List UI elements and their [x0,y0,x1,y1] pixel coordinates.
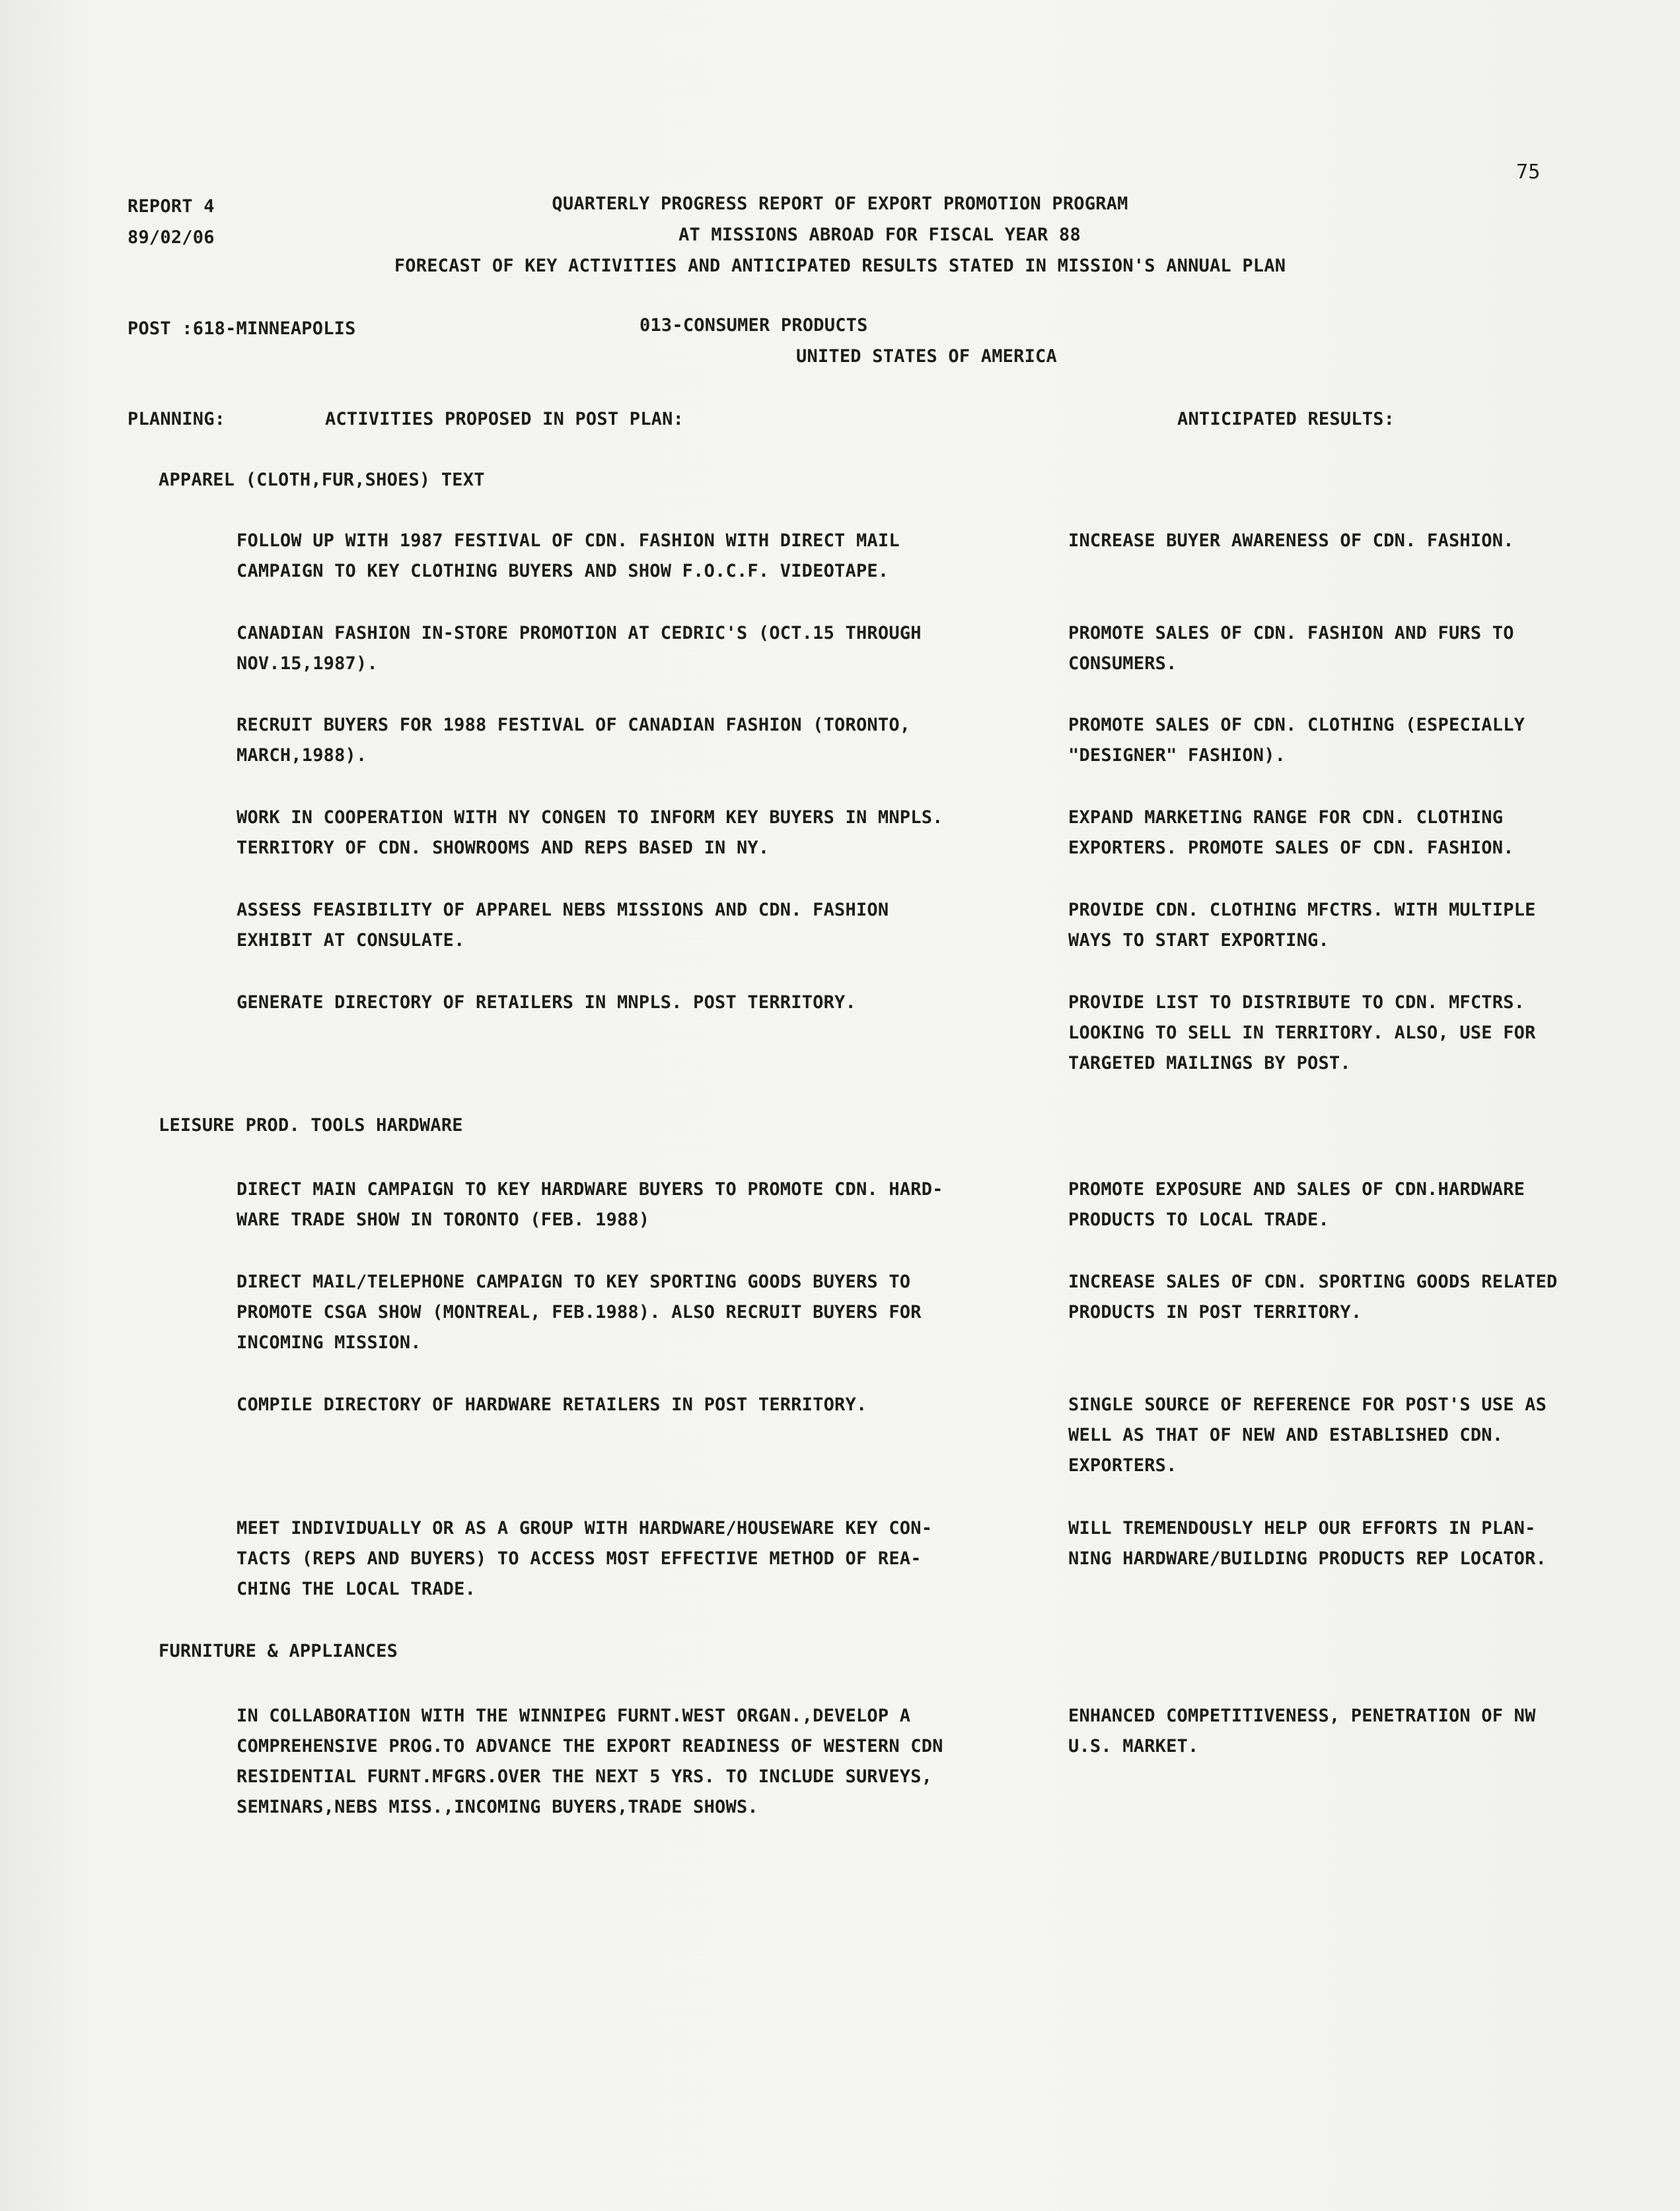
report-number: REPORT 4 [128,196,215,217]
report-title-line3: FORECAST OF KEY ACTIVITIES AND ANTICIPATED RESULTS STATED IN MISSION'S ANNUAL PLAN [394,256,1286,276]
country-label: UNITED STATES OF AMERICA [796,346,1057,367]
section-title: APPAREL (CLOTH,FUR,SHOES) TEXT [159,470,485,490]
result-item: PROVIDE CDN. CLOTHING MFCTRS. WITH MULTIPLE WAYS TO START EXPORTING. [1068,900,1536,951]
section-title: LEISURE PROD. TOOLS HARDWARE [159,1115,463,1136]
section-title: FURNITURE & APPLIANCES [159,1641,398,1661]
activity-item: MEET INDIVIDUALLY OR AS A GROUP WITH HARDWARE/HOUSEWARE KEY CON- TACTS (REPS AND BUYERS) TO ACCESS MOST EFFECTIVE METHOD OF REA- CHING THE LOCAL TRADE. [237,1518,933,1599]
activities-heading: ACTIVITIES PROPOSED IN POST PLAN: [325,409,684,429]
activity-item: GENERATE DIRECTORY OF RETAILERS IN MNPLS. POST TERRITORY. [237,992,856,1013]
activity-item: DIRECT MAIL/TELEPHONE CAMPAIGN TO KEY SPORTING GOODS BUYERS TO PROMOTE CSGA SHOW (MONTREAL, FEB.1988). ALSO RECRUIT BUYERS FOR INCOMING MISSION. [237,1272,922,1353]
report-title-line1: QUARTERLY PROGRESS REPORT OF EXPORT PROMOTION PROGRAM [552,194,1128,214]
page-number: 75 [1516,161,1541,184]
result-item: INCREASE BUYER AWARENESS OF CDN. FASHION. [1068,530,1514,551]
activity-item: FOLLOW UP WITH 1987 FESTIVAL OF CDN. FASHION WITH DIRECT MAIL CAMPAIGN TO KEY CLOTHING BUYERS AND SHOW F.O.C.F. VIDEOTAPE. [237,530,900,581]
activity-item: CANADIAN FASHION IN-STORE PROMOTION AT CEDRIC'S (OCT.15 THROUGH NOV.15,1987). [237,623,922,674]
result-item: EXPAND MARKETING RANGE FOR CDN. CLOTHING EXPORTERS. PROMOTE SALES OF CDN. FASHION. [1068,807,1514,858]
result-item: PROMOTE EXPOSURE AND SALES OF CDN.HARDWARE PRODUCTS TO LOCAL TRADE. [1068,1179,1525,1230]
post-label: POST :618-MINNEAPOLIS [128,318,356,339]
planning-heading: PLANNING: [128,409,226,429]
result-item: PROMOTE SALES OF CDN. CLOTHING (ESPECIALLY "DESIGNER" FASHION). [1068,715,1525,766]
activity-item: IN COLLABORATION WITH THE WINNIPEG FURNT.WEST ORGAN.,DEVELOP A COMPREHENSIVE PROG.TO ADVANCE THE EXPORT READINESS OF WESTERN CDN RESIDENTIAL FURNT.MFGRS.OVER THE NEXT 5 YRS. TO INCLUDE SURVEYS, SEMINARS,NEBS MISS.,INCOMING BUYERS,TRADE SHOWS. [237,1706,943,1817]
result-item: PROMOTE SALES OF CDN. FASHION AND FURS TO CONSUMERS. [1068,623,1514,674]
result-item: ENHANCED COMPETITIVENESS, PENETRATION OF NW U.S. MARKET. [1068,1706,1536,1757]
result-item: WILL TREMENDOUSLY HELP OUR EFFORTS IN PLAN- NING HARDWARE/BUILDING PRODUCTS REP LOCATOR. [1068,1518,1547,1569]
activity-item: COMPILE DIRECTORY OF HARDWARE RETAILERS IN POST TERRITORY. [237,1395,867,1415]
sector-label: 013-CONSUMER PRODUCTS [639,315,868,336]
activity-item: WORK IN COOPERATION WITH NY CONGEN TO INFORM KEY BUYERS IN MNPLS. TERRITORY OF CDN. SHOWROOMS AND REPS BASED IN NY. [237,807,943,858]
report-date: 89/02/06 [128,227,215,248]
activity-item: RECRUIT BUYERS FOR 1988 FESTIVAL OF CANADIAN FASHION (TORONTO, MARCH,1988). [237,715,911,766]
results-heading: ANTICIPATED RESULTS: [1177,409,1395,429]
result-item: INCREASE SALES OF CDN. SPORTING GOODS RELATED PRODUCTS IN POST TERRITORY. [1068,1272,1558,1323]
activity-item: DIRECT MAIN CAMPAIGN TO KEY HARDWARE BUYERS TO PROMOTE CDN. HARD- WARE TRADE SHOW IN TORONTO (FEB. 1988) [237,1179,943,1230]
activity-item: ASSESS FEASIBILITY OF APPAREL NEBS MISSIONS AND CDN. FASHION EXHIBIT AT CONSULATE. [237,900,889,951]
report-title-line2: AT MISSIONS ABROAD FOR FISCAL YEAR 88 [678,225,1081,245]
result-item: SINGLE SOURCE OF REFERENCE FOR POST'S USE AS WELL AS THAT OF NEW AND ESTABLISHED CDN. EXPORTERS. [1068,1395,1547,1476]
result-item: PROVIDE LIST TO DISTRIBUTE TO CDN. MFCTRS. LOOKING TO SELL IN TERRITORY. ALSO, USE FOR TARGETED MAILINGS BY POST. [1068,992,1536,1073]
